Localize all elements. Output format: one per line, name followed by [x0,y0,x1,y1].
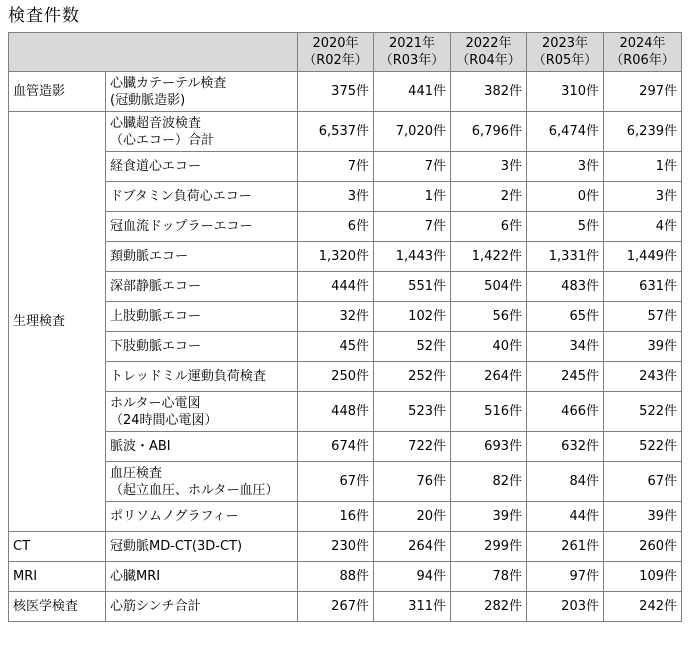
table-row [9,362,682,392]
table-row [9,272,682,302]
count-cell: 261件 [527,532,604,562]
count-cell: 1件 [374,182,451,212]
count-cell: 631件 [604,272,682,302]
exam-name-cell [106,332,298,362]
category-cell: 血管造影 [9,72,106,112]
count-cell: 245件 [527,362,604,392]
count-cell: 39件 [451,502,527,532]
table-row [9,242,682,272]
count-cell: 522件 [604,392,682,432]
exam-name-line: ホルター心電図 [110,395,201,411]
table-row [9,112,682,152]
count-cell: 78件 [451,562,527,592]
count-cell: 466件 [527,392,604,432]
count-cell: 242件 [604,592,682,622]
exam-name-line: 脈波・ABI [110,439,171,454]
count-cell: 6,537件 [298,112,374,152]
count-cell: 84件 [527,462,604,502]
count-cell: 3件 [451,152,527,182]
exam-name-cell [106,502,298,532]
count-cell: 382件 [451,72,527,112]
table-row [9,152,682,182]
count-cell: 45件 [298,332,374,362]
exam-name-cell [106,302,298,332]
table-row [9,182,682,212]
count-cell: 722件 [374,432,451,462]
exam-name-line: 深部静脈エコー [110,279,202,294]
exam-name-cell [106,212,298,242]
table-row [9,72,682,112]
count-cell: 230件 [298,532,374,562]
year-header: 2021年 （R03年） [374,33,451,72]
count-cell: 5件 [527,212,604,242]
exam-name-cell [106,152,298,182]
count-cell: 516件 [451,392,527,432]
count-cell: 3件 [527,152,604,182]
count-cell: 297件 [604,72,682,112]
count-cell: 504件 [451,272,527,302]
count-cell: 7件 [298,152,374,182]
count-cell: 88件 [298,562,374,592]
count-cell: 375件 [298,72,374,112]
count-cell: 65件 [527,302,604,332]
exam-name-line: （起立血圧、ホルター血圧） [110,482,279,498]
count-cell: 632件 [527,432,604,462]
category-cell: CT [9,532,106,562]
table-row [9,502,682,532]
count-cell: 264件 [451,362,527,392]
year-header: 2020年 （R02年） [298,33,374,72]
count-cell: 56件 [451,302,527,332]
count-cell: 6,796件 [451,112,527,152]
year-header: 2024年 （R06年） [604,33,682,72]
count-cell: 102件 [374,302,451,332]
header-row [9,33,682,72]
exam-name-line: （24時間心電図） [110,412,218,428]
year-header: 2022年 （R04年） [451,33,527,72]
count-cell: 3件 [604,182,682,212]
table-row [9,562,682,592]
exam-name-cell [106,462,298,502]
exam-name-cell [106,432,298,462]
year-header: 2023年 （R05年） [527,33,604,72]
count-cell: 693件 [451,432,527,462]
category-cell: 生理検査 [9,112,106,532]
table-row [9,592,682,622]
count-cell: 97件 [527,562,604,592]
count-cell: 522件 [604,432,682,462]
count-cell: 6件 [298,212,374,242]
table-body [9,72,682,622]
exam-name-line: 頚動脈エコー [110,249,189,264]
count-cell: 1,422件 [451,242,527,272]
exam-name-cell [106,592,298,622]
count-cell: 1,443件 [374,242,451,272]
exam-name-cell [106,532,298,562]
table-row [9,332,682,362]
count-cell: 243件 [604,362,682,392]
count-cell: 20件 [374,502,451,532]
count-cell: 6件 [451,212,527,242]
count-cell: 264件 [374,532,451,562]
count-cell: 44件 [527,502,604,532]
exam-name-cell [106,392,298,432]
exam-name-line: 経食道心エコー [110,159,202,174]
count-cell: 67件 [604,462,682,502]
exam-name-line: 心臓カテーテル検査 [110,75,227,91]
count-cell: 32件 [298,302,374,332]
count-cell: 39件 [604,502,682,532]
exam-name-line: 心臓MRI [110,569,161,584]
count-cell: 67件 [298,462,374,502]
header-blank-cell [9,33,298,72]
count-cell: 523件 [374,392,451,432]
count-cell: 34件 [527,332,604,362]
count-cell: 6,239件 [604,112,682,152]
count-cell: 448件 [298,392,374,432]
count-cell: 39件 [604,332,682,362]
count-cell: 674件 [298,432,374,462]
exam-name-cell [106,272,298,302]
count-cell: 267件 [298,592,374,622]
count-cell: 40件 [451,332,527,362]
count-cell: 203件 [527,592,604,622]
exam-name-line: 冠血流ドップラーエコー [110,219,253,234]
count-cell: 94件 [374,562,451,592]
exam-name-line: 上肢動脈エコー [110,309,202,324]
count-cell: 299件 [451,532,527,562]
count-cell: 7件 [374,152,451,182]
count-cell: 444件 [298,272,374,302]
table-row [9,462,682,502]
table-row [9,532,682,562]
exam-name-line: トレッドミル運動負荷検査 [110,369,266,384]
exam-name-line: ドブタミン負荷心エコー [110,189,252,204]
count-cell: 76件 [374,462,451,502]
exam-name-line: 下肢動脈エコー [110,339,202,354]
count-cell: 7,020件 [374,112,451,152]
exam-name-cell [106,562,298,592]
table-row [9,432,682,462]
count-cell: 0件 [527,182,604,212]
count-cell: 282件 [451,592,527,622]
count-cell: 57件 [604,302,682,332]
table-row [9,302,682,332]
category-cell: MRI [9,562,106,592]
exam-name-line: 心臓超音波検査 [110,115,202,131]
count-cell: 1,449件 [604,242,682,272]
count-cell: 1,320件 [298,242,374,272]
count-cell: 250件 [298,362,374,392]
count-cell: 6,474件 [527,112,604,152]
category-cell: 核医学検査 [9,592,106,622]
count-cell: 7件 [374,212,451,242]
count-cell: 16件 [298,502,374,532]
exam-name-cell [106,182,298,212]
exam-name-line: ポリソムノグラフィー [110,509,239,524]
count-cell: 252件 [374,362,451,392]
exam-name-line: 血圧検査 [110,465,163,481]
exam-name-line: (冠動脈造影) [110,92,186,108]
count-cell: 483件 [527,272,604,302]
count-cell: 3件 [298,182,374,212]
exam-name-line: 心筋シンチ合計 [110,599,201,614]
table-row [9,392,682,432]
page-title: 検査件数 [8,6,80,26]
count-cell: 551件 [374,272,451,302]
count-cell: 4件 [604,212,682,242]
count-cell: 260件 [604,532,682,562]
count-cell: 109件 [604,562,682,592]
exam-name-cell [106,242,298,272]
count-cell: 2件 [451,182,527,212]
count-cell: 82件 [451,462,527,502]
exam-name-cell [106,362,298,392]
count-cell: 1件 [604,152,682,182]
count-cell: 1,331件 [527,242,604,272]
exam-name-line: 冠動脈MD-CT(3D-CT) [110,539,243,554]
table-row [9,212,682,242]
count-cell: 52件 [374,332,451,362]
count-cell: 441件 [374,72,451,112]
count-cell: 311件 [374,592,451,622]
exam-name-line: （心エコー）合計 [110,132,215,148]
count-cell: 310件 [527,72,604,112]
exam-name-cell [106,72,298,112]
exam-name-cell [106,112,298,152]
exam-count-table [8,32,682,622]
